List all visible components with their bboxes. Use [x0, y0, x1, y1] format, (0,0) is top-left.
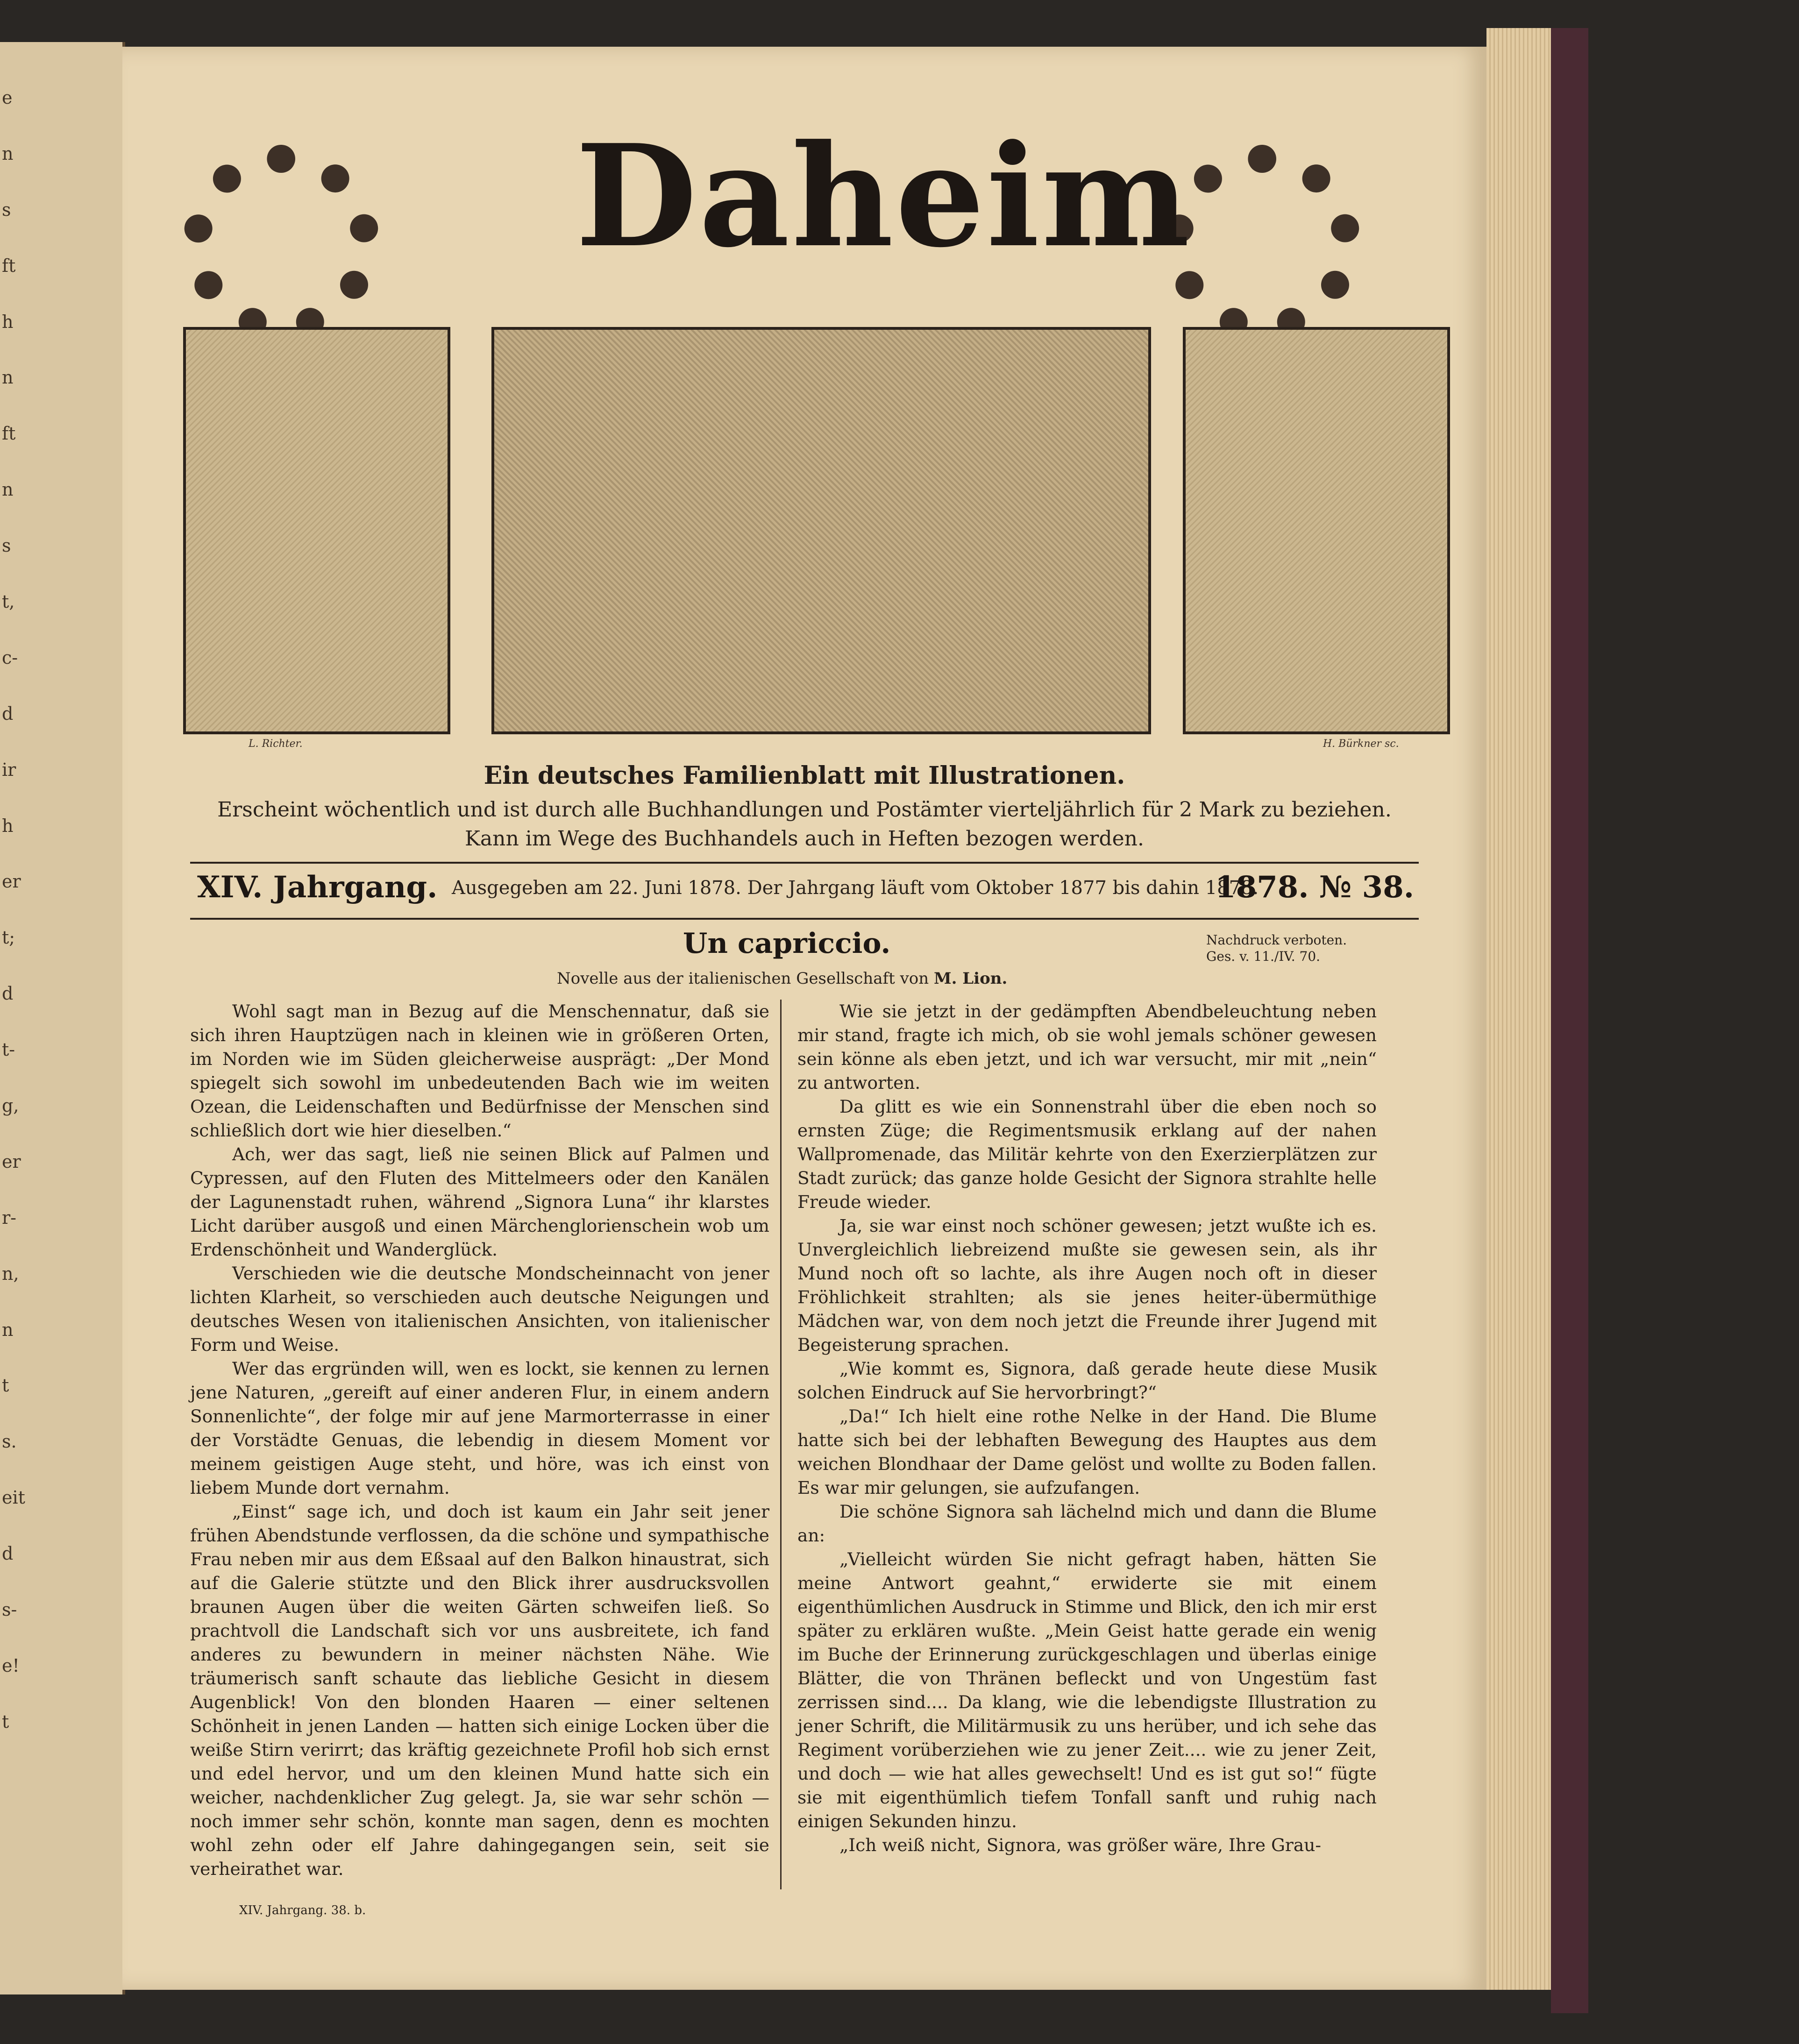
issue-bar	[190, 864, 1419, 916]
article-paragraph: Ach, wer das sagt, ließ nie seinen Blick auf Palmen und Cypressen, auf den Fluten des Mittelmeers oder den Kanälen der Lagunenstadt ruhen, während „Signora Luna“ ihr klarstes Licht darüber ausgoß und einen Märchenglorienschein wob um Erdenschönheit und Wanderglück.	[190, 1144, 769, 1260]
byline-author: M. Lion.	[933, 969, 1008, 988]
article-paragraph: „Wie kommt es, Signora, daß gerade heute diese Musik solchen Eindruck auf Sie hervorbringt?“	[797, 1358, 1377, 1403]
issue-bar-top-rule	[190, 862, 1419, 864]
left-page-fragment-line: s	[2, 199, 11, 220]
reprint-notice	[1206, 932, 1347, 965]
left-page-fragment-line: e	[2, 87, 13, 108]
article-paragraph: Ja, sie war einst noch schöner gewesen; jetzt wußte ich es. Unvergleichlich liebreizend mußte sie gewesen sein, als ihr Mund noch oft so lachte, als ihre Augen noch oft in dieser Fröhlichkeit strahlten; als sie jenes heiter-übermüthige Mädchen war, von dem noch jetzt die Freunde ihrer Jugend mit Begeisterung sprachen.	[797, 1215, 1377, 1355]
article-paragraph: „Einst“ sage ich, und doch ist kaum ein Jahr seit jener frühen Abendstunde verflossen, da die schöne und sympathische Frau neben mir aus dem Eßsaal auf den Balkon hinaustrat, sich auf die Galerie stützte und den Blick ihrer ausdrucksvollen braunen Augen über die weiten Gärten schweifen ließ. So prachtvoll die Landschaft sich vor uns ausbreitete, ich fand anderes zu bewundern in meiner nächsten Nähe. Wie träumerisch sanft schaute das liebliche Gesicht in diesem Augenblick! Von den blonden Haaren — einer seltenen Schönheit in jenen Landen — hatten sich einige Locken über die weiße Stirn verirrt; das kräftig gezeichnete Profil hob sich ernst und edel hervor, und um den kleinen Mund hatte sich ein weicher, nachdenklicher Zug gelegt. Ja, sie war sehr schön — noch immer sehr schön, konnte man sagen, denn es mochten wohl zehn oder elf Jahre dahingegangen sein, seit sie verheirathet war.	[190, 1501, 769, 1879]
article-paragraph: Verschieden wie die deutsche Mondscheinnacht von jener lichten Klarheit, so verschieden auch deutsche Neigungen und deutsches Wesen von italienischen Ansichten, von italienischer Form und Weise.	[190, 1263, 769, 1355]
left-page-fragment-line: er	[2, 871, 21, 892]
article-paragraph: „Vielleicht würden Sie nicht gefragt haben, hätten Sie meine Antwort geahnt,“ erwiderte sie mit einem eigenthümlichen Ausdruck in Stimme und Blick, den ich mir erst später zu erklären wußte. „Mein Geist hatte gerade ein wenig im Buche der Erinnerung zurückgeschlagen und überlas einige Blätter, die von Thränen befleckt und von Ungestüm fast zerrissen sind.... Da klang, wie die lebendigste Illustration zu jener Schrift, die Militärmusik zu uns herüber, und ich sehe das Regiment vorüberziehen wie zu jener Zeit.... wie zu jener Zeit, und doch — wie hat alles gewechselt! Und es ist gut so!“ fügte sie mit eigenthümlich tiefem Tonfall sanft und ruhig nach einigen Sekunden hinzu.	[797, 1549, 1377, 1831]
article-paragraph: Da glitt es wie ein Sonnenstrahl über die eben noch so ernsten Züge; die Regimentsmusik erklang auf der nahen Wallpromenade, das Militär kehrte von den Exerzierplätzen zur Stadt zurück; das ganze holde Gesicht der Signora strahlte helle Freude wieder.	[797, 1096, 1377, 1212]
masthead-subtitle: Ein deutsches Familienblatt mit Illustrationen.	[484, 761, 1125, 790]
article-paragraph: „Ich weiß nicht, Signora, was größer wäre, Ihre Grau-	[839, 1835, 1322, 1855]
left-page-fragment-line: t-	[2, 1039, 15, 1060]
illustration-credit-right: H. Bürkner sc.	[1323, 738, 1399, 750]
left-page-text-fragments	[2, 87, 25, 1769]
column-divider	[780, 1000, 782, 1889]
book-binding	[1551, 28, 1588, 2013]
subscription-info-line-1: Erscheint wöchentlich und ist durch alle Buchhandlungen und Postämter vierteljährlich für 2 Mark zu beziehen.	[217, 798, 1392, 822]
masthead	[155, 84, 1440, 775]
left-page-fragment-line: h	[2, 815, 14, 836]
subscription-info-line-2: Kann im Wege des Buchhandels auch in Heften bezogen werden.	[465, 827, 1144, 851]
article-paragraph: Die schöne Signora sah lächelnd mich und dann die Blume an:	[797, 1501, 1377, 1546]
left-page-fragment-line: eit	[2, 1487, 25, 1508]
left-page-fragment-line: n	[2, 479, 14, 500]
left-page-fragment-line: n	[2, 1319, 14, 1340]
left-page-fragment-line: s.	[2, 1431, 17, 1452]
article-column-left	[190, 1000, 769, 1881]
illustration-panel-left	[183, 327, 450, 734]
left-page-fragment	[0, 42, 125, 1994]
article-paragraph: Wohl sagt man in Bezug auf die Menschennatur, daß sie sich ihren Hauptzügen nach in kleinen wie in größeren Orten, im Norden wie im Süden gleicherweise ausprägt: „Der Mond spiegelt sich sowohl im unbedeutenden Bach wie im weiten Ozean, die Leidenschaften und Bedürfnisse der Menschen sind schließlich dort wie hier dieselben.“	[190, 1001, 769, 1141]
left-page-fragment-line: t;	[2, 927, 15, 948]
left-page-fragment-line: d	[2, 983, 14, 1004]
wreath-right-illustration	[1164, 145, 1360, 341]
issue-dates: Ausgegeben am 22. Juni 1878. Der Jahrgang läuft vom Oktober 1877 bis dahin 1878.	[452, 877, 1259, 899]
left-page-fragment-line: t,	[2, 591, 15, 612]
left-page-fragment-line: ft	[2, 423, 16, 444]
article-paragraph: Wie sie jetzt in der gedämpften Abendbeleuchtung neben mir stand, fragte ich mich, ob sie wohl jemals schöner gewesen sein könne als eben jetzt, und ich war versucht, mir mit „nein“ zu antworten.	[797, 1001, 1377, 1093]
left-page-fragment-line: s-	[2, 1599, 17, 1620]
article-paragraph: Wer das ergründen will, wen es lockt, sie kennen zu lernen jene Naturen, „gereift auf einer anderen Flur, in einem andern Sonnenlichte“, der folge mir auf jene Marmorterrasse in einer der Vorstädte Genuas, die lebendig in diesem Moment vor meinem geistigen Auge steht, und höre, was ich einst von liebem Munde dort vernahm.	[190, 1358, 769, 1498]
article-byline	[557, 969, 1007, 988]
left-page-fragment-line: t	[2, 1711, 9, 1732]
left-page-fragment-line: d	[2, 703, 14, 724]
byline-prefix: Novelle aus der italienischen Gesellschaft von	[557, 969, 929, 988]
issue-volume: XIV. Jahrgang.	[197, 870, 438, 905]
illustration-credit-left: L. Richter.	[249, 738, 303, 750]
left-page-fragment-line: g,	[2, 1095, 19, 1116]
article-paragraph: „Da!“ Ich hielt eine rothe Nelke in der Hand. Die Blume hatte sich bei der lebhaften Bewegung des Hauptes aus dem weichen Blondhaar der Dame gelöst und wollte zu Boden fallen. Es war mir gelungen, sie aufzufangen.	[797, 1406, 1377, 1498]
reprint-notice-line-2: Ges. v. 11./IV. 70.	[1206, 949, 1321, 964]
left-page-fragment-line: n	[2, 143, 14, 164]
wreath-left-illustration	[183, 145, 379, 341]
left-page-fragment-line: d	[2, 1543, 14, 1564]
left-page-fragment-line: t	[2, 1375, 9, 1396]
left-page-fragment-line: ft	[2, 255, 16, 276]
left-page-fragment-line: er	[2, 1151, 21, 1172]
left-page-fragment-line: e!	[2, 1655, 20, 1676]
page-footer: XIV. Jahrgang. 38. b.	[239, 1903, 366, 1917]
issue-bar-bottom-rule	[190, 918, 1419, 920]
left-page-fragment-line: n,	[2, 1263, 19, 1284]
left-page-fragment-line: ir	[2, 759, 16, 780]
left-page-fragment-line: n	[2, 367, 14, 388]
left-page-fragment-line: s	[2, 535, 11, 556]
left-page-fragment-line: r-	[2, 1207, 17, 1228]
left-page-fragment-line: c-	[2, 647, 18, 668]
illustration-panel-center	[491, 327, 1151, 734]
newspaper-page	[122, 47, 1486, 1990]
article-column-right	[797, 1000, 1377, 1857]
left-page-fragment-line: h	[2, 311, 14, 332]
reprint-notice-line-1: Nachdruck verboten.	[1206, 932, 1347, 948]
article-title: Un capriccio.	[683, 927, 891, 960]
issue-number: 1878. № 38.	[1215, 870, 1414, 905]
illustration-panel-right	[1183, 327, 1450, 734]
masthead-title: Daheim	[576, 114, 1192, 278]
